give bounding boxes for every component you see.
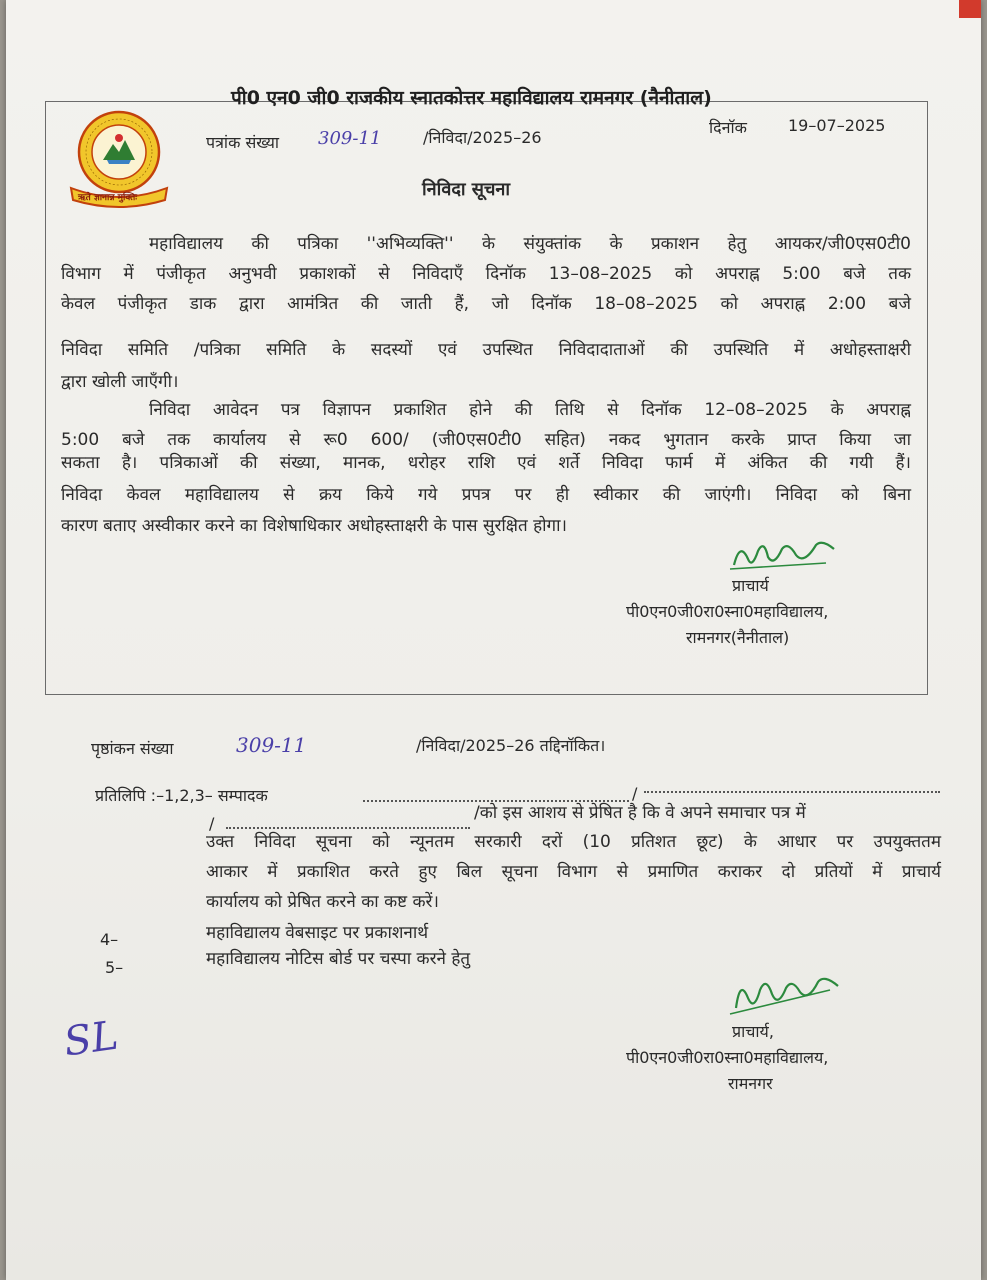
item-4-number: 4– <box>100 930 119 949</box>
notice-sign-org: पी0एन0जी0रा0स्ना0महाविद्यालय, <box>626 602 829 621</box>
college-name: पी0 एन0 जी0 राजकीय स्नातकोत्तर महाविद्यालय रामनगर (नैनीताल) <box>231 87 712 109</box>
date-label: दिनॉक <box>709 118 747 137</box>
endorsement-label: पृष्ठांकन संख्या <box>91 739 174 758</box>
copy-line-3: उक्त निविदा सूचना को न्यूनतम सरकारी दरों (10 प्रतिशत छूट) के आधार पर उपयुक्ततम <box>206 832 941 852</box>
notice-title: निविदा सूचना <box>422 179 511 200</box>
endorsement-sign-org: पी0एन0जी0रा0स्ना0महाविद्यालय, <box>626 1048 829 1067</box>
item-4-text: महाविद्यालय वेबसाइट पर प्रकाशनार्थ <box>206 923 429 943</box>
date-value: 19–07–2025 <box>788 116 886 135</box>
item-5-number: 5– <box>105 958 124 977</box>
margin-handwritten-note: SL <box>61 1012 121 1066</box>
slash-1: / <box>632 784 638 803</box>
endorsement-sign-place: रामनगर <box>728 1074 773 1093</box>
seal-motto: ऋते ज्ञानान्न मुक्तिः <box>78 193 138 203</box>
endorsement-sign-role: प्राचार्य, <box>732 1022 774 1041</box>
endorsement-suffix: /निविदा/2025–26 तद्दिनॉकित। <box>416 736 606 755</box>
letter-no-handwritten: 309-11 <box>318 128 382 149</box>
para1-line-4: निविदा समिति /पत्रिका समिति के सदस्यों एवं उपस्थित निविदादाताओं की उपस्थिति में अधोहस्ताक्षरी <box>61 340 911 360</box>
para1-line-1: महाविद्यालय की पत्रिका ''अभिव्यक्ति'' के संयुक्तांक के प्रकाशन हेतु आयकर/जी0एस0टी0 <box>149 234 911 254</box>
para1-line-5: द्वारा खोली जाएँगी। <box>61 372 179 392</box>
editor-blank-2 <box>644 779 940 793</box>
copy-line-5: कार्यालय को प्रेषित करने का कष्ट करें। <box>206 892 439 912</box>
letter-no-suffix: /निविदा/2025–26 <box>423 128 542 147</box>
copy-label: प्रतिलिपि :–1,2,3– सम्पादक <box>95 786 268 805</box>
endorsement-number-handwritten: 309-11 <box>236 733 307 757</box>
red-folder-corner <box>959 0 981 18</box>
para2-line-4: निविदा केवल महाविद्यालय से क्रय किये गये प्रपत्र पर ही स्वीकार की जाएंगी। निविदा को बिना <box>61 485 911 505</box>
para1-line-3: केवल पंजीकृत डाक द्वारा आमंत्रित की जाती हैं, जो दिनॉक 18–08–2025 को अपराह्न 2:00 बजे <box>61 294 911 314</box>
principal-signature-icon <box>726 535 846 575</box>
editor-blank-3 <box>226 815 470 829</box>
item-5-text: महाविद्यालय नोटिस बोर्ड पर चस्पा करने हेतु <box>206 949 471 969</box>
para1-line-2: विभाग में पंजीकृत अनुभवी प्रकाशकों से निविदाएँ दिनॉक 13–08–2025 को अपराह्न 5:00 बजे तक <box>61 264 911 284</box>
copy-line-2: /को इस आशय से प्रेषित है कि वे अपने समाचार पत्र में <box>474 803 806 823</box>
letter-no-label: पत्रांक संख्या <box>206 133 280 152</box>
para2-line-5: कारण बताए अस्वीकार करने का विशेषाधिकार अधोहस्ताक्षरी के पास सुरक्षित होगा। <box>61 516 567 536</box>
notice-sign-place: रामनगर(नैनीताल) <box>686 628 790 647</box>
paper-sheet <box>6 0 981 1280</box>
endorsement-signature-icon <box>726 968 846 1020</box>
copy-line-4: आकार में प्रकाशित करते हुए बिल सूचना विभाग से प्रमाणित कराकर दो प्रतियों में प्राचार्य <box>206 862 941 882</box>
para2-line-3: सकता है। पत्रिकाओं की संख्या, मानक, धरोहर राशि एवं शर्ते निविदा फार्म में अंकित की गयी हैं। <box>61 453 911 473</box>
slash-2: / <box>209 814 215 833</box>
notice-sign-role: प्राचार्य <box>732 576 769 595</box>
para2-line-1: निविदा आवेदन पत्र विज्ञापन प्रकाशित होने की तिथि से दिनॉक 12–08–2025 के अपराह्न <box>149 400 911 420</box>
para2-line-2: 5:00 बजे तक कार्यालय से रू0 600/ (जी0एस0टी0 सहित) नकद भुगतान करके प्राप्त किया जा <box>61 430 911 450</box>
